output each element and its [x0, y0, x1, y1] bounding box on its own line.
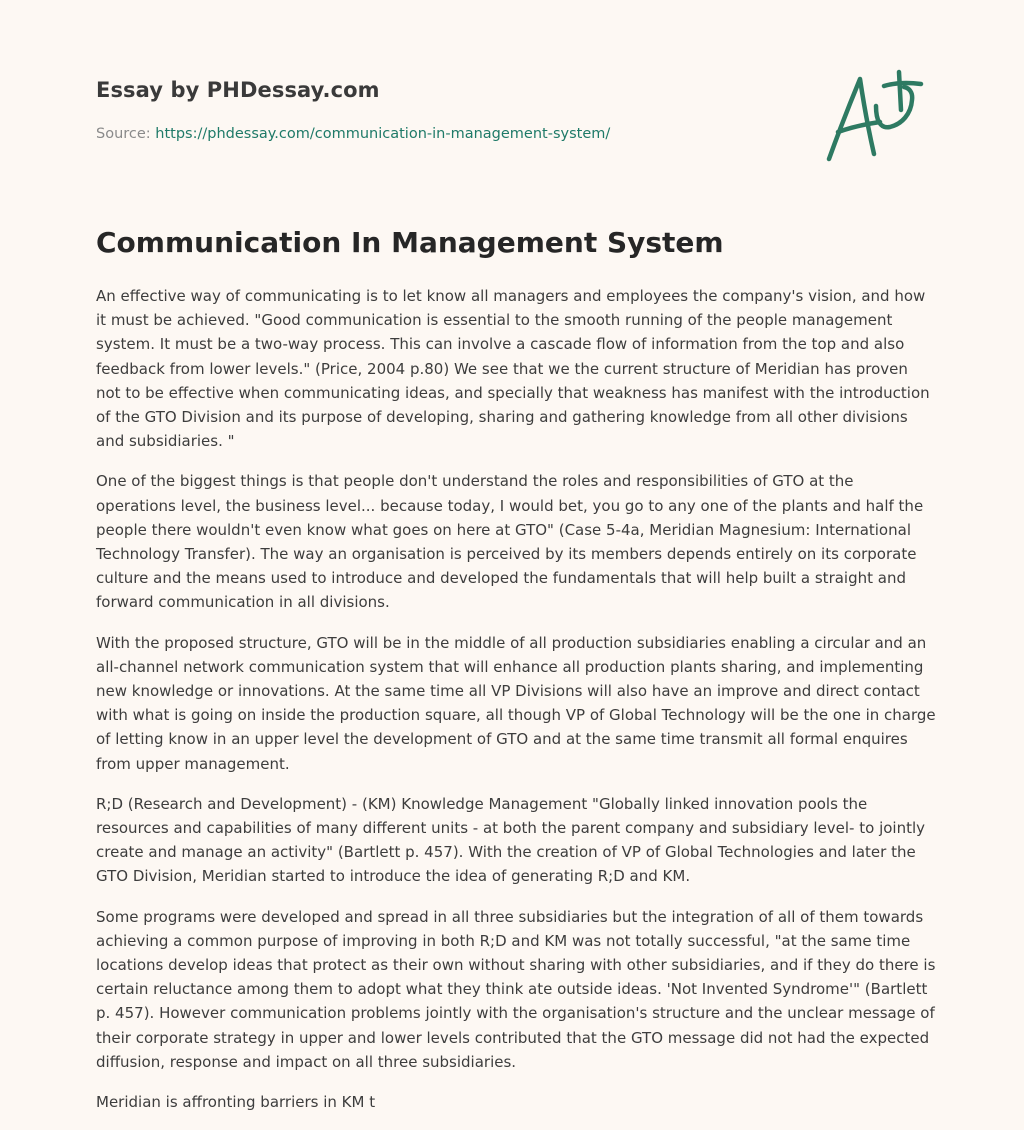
- essay-title: Communication In Management System: [96, 226, 724, 259]
- site-brand: Essay by PHDessay.com: [96, 78, 380, 102]
- paragraph: One of the biggest things is that people don't understand the roles and responsibilities of GTO at the operations level, the business level... because today, I would bet, you go to any one of the plants and half the people there wouldn't even know what goes on here at GTO" (Case 5-4a, Meridian Magnesium: International Technology Transfer). The way an organisation is perceived by its members depends entirely on its corporate culture and the means used to introduce and developed the fundamentals that will help built a straight and forward communication in all divisions.: [96, 472, 924, 612]
- essay-header: [96, 78, 928, 142]
- essay-body: [96, 284, 936, 1130]
- paragraph: With the proposed structure, GTO will be in the middle of all production subsidiaries enabling a circular and an all-channel network communication system that will enhance all production plants sharing, and implementing new knowledge or innovations. At the same time all VP Divisions will also have an improve and direct contact with what is going on inside the production square, all though VP of Global Technology will be the one in charge of letting know in an upper level the development of GTO and at the same time transmit all formal enquires from upper management.: [96, 633, 936, 773]
- paragraph: Meridian is affronting barriers in KM t: [96, 1093, 376, 1112]
- source-line: [96, 126, 610, 142]
- paragraph: Some programs were developed and spread in all three subsidiaries but the integration of all of them towards achieving a common purpose of improving in both R;D and KM was not totally successful, "at the same time locations develop ideas that protect as their own without sharing with other subsidiaries, and if they do there is certain reluctance among them to adopt what they think ate outside ideas. 'Not Invented Syndrome'" (Bartlett p. 457). However communication problems jointly with the organisation's structure and the unclear message of their corporate strategy in upper and lower levels contributed that the GTO message did not had the expected diffusion, response and impact on all three subsidiaries.: [96, 907, 936, 1071]
- a-plus-grade-icon: [820, 66, 932, 166]
- source-label: Source:: [96, 126, 151, 142]
- paragraph: R;D (Research and Development) - (KM) Knowledge Management "Globally linked innovation pools the resources and capabilities of many different units - at both the parent company and subsidiary level- to jointly create and manage an activity" (Bartlett p. 457). With the creation of VP of Global Technologies and later the GTO Division, Meridian started to introduce the idea of generating R;D and KM.: [96, 794, 926, 886]
- paragraph: An effective way of communicating is to let know all managers and employees the company's vision, and how it must be achieved. "Good communication is essential to the smooth running of the people management system. It must be a two-way process. This can involve a cascade flow of information from the top and also feedback from lower levels." (Price, 2004 p.80) We see that we the current structure of Meridian has proven not to be effective when communicating ideas, and specially that weakness has manifest with the introduction of the GTO Division and its purpose of developing, sharing and gathering knowledge from all other divisions and subsidiaries. ": [96, 287, 930, 451]
- source-link[interactable]: https://phdessay.com/communication-in-management-system/: [155, 126, 611, 142]
